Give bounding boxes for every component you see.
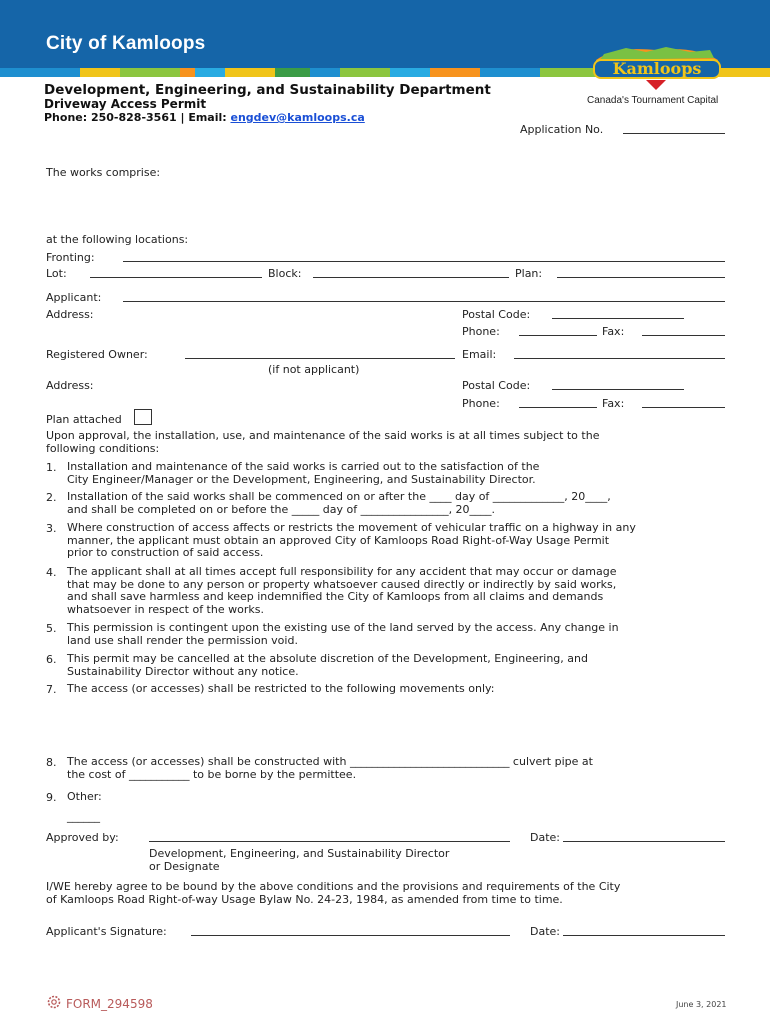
- phone-label: Phone:: [462, 325, 500, 338]
- fronting-label: Fronting:: [46, 251, 95, 264]
- kamloops-logo: [586, 46, 726, 92]
- svg-text:Kamloops: Kamloops: [612, 59, 702, 78]
- signature-date-label: Date:: [530, 925, 560, 938]
- email-label: Email:: [462, 348, 497, 361]
- owner-postal-code-input[interactable]: [552, 389, 684, 390]
- fax-label: Fax:: [602, 325, 625, 338]
- owner-fax-input[interactable]: [642, 407, 725, 408]
- tagline: Canada's Tournament Capital: [587, 95, 719, 106]
- postal-code-input[interactable]: [552, 318, 684, 319]
- block-label: Block:: [268, 267, 302, 280]
- plan-label: Plan:: [515, 267, 543, 280]
- phone-input[interactable]: [519, 335, 597, 336]
- signature-label: Applicant's Signature:: [46, 925, 167, 938]
- postal-code-label: Postal Code:: [462, 308, 531, 321]
- applicant-label: Applicant:: [46, 291, 102, 304]
- lot-input[interactable]: [90, 277, 262, 278]
- agreement-text: I/WE hereby agree to be bound by the above conditions and the provisions and requirements of the City of Kamloops Road Right-of-way Usage Bylaw No. 24-23, 1984, as amended from time to time.: [46, 880, 621, 906]
- approved-date-label: Date:: [530, 831, 560, 844]
- block-input[interactable]: [313, 277, 509, 278]
- application-no-input[interactable]: [623, 133, 725, 134]
- signature-input[interactable]: [191, 935, 510, 936]
- signature-date-input[interactable]: [563, 935, 725, 936]
- owner-address-label: Address:: [46, 379, 94, 392]
- plan-input[interactable]: [557, 277, 725, 278]
- email-link[interactable]: engdev@kamloops.ca: [230, 111, 365, 124]
- if-not-applicant-note: (if not applicant): [268, 363, 360, 376]
- registered-owner-input[interactable]: [185, 358, 455, 359]
- locations-label: at the following locations:: [46, 233, 189, 246]
- registered-owner-label: Registered Owner:: [46, 348, 148, 361]
- works-label: The works comprise:: [46, 166, 161, 179]
- address-label: Address:: [46, 308, 94, 321]
- fronting-input[interactable]: [123, 261, 725, 262]
- plan-attached-label: Plan attached: [46, 413, 122, 426]
- contact-line: [44, 111, 365, 124]
- owner-phone-input[interactable]: [519, 407, 597, 408]
- fax-input[interactable]: [642, 335, 725, 336]
- email-input[interactable]: [514, 358, 725, 359]
- gear-icon: [46, 994, 62, 1010]
- phone-label: Phone: 250-828-3561 | Email:: [44, 111, 231, 124]
- director-caption: Development, Engineering, and Sustainability Director or Designate: [149, 847, 450, 873]
- approved-by-label: Approved by:: [46, 831, 119, 844]
- lot-label: Lot:: [46, 267, 67, 280]
- plan-attached-checkbox[interactable]: [134, 409, 152, 425]
- owner-phone-label: Phone:: [462, 397, 500, 410]
- approved-by-input[interactable]: [149, 841, 510, 842]
- department-title: Development, Engineering, and Sustainability Department: [44, 82, 491, 98]
- permit-title: Driveway Access Permit: [44, 97, 207, 111]
- other-input[interactable]: ______: [67, 810, 100, 823]
- applicant-input[interactable]: [123, 301, 725, 302]
- approved-date-input[interactable]: [563, 841, 725, 842]
- owner-fax-label: Fax:: [602, 397, 625, 410]
- application-no-label: Application No.: [520, 123, 604, 136]
- conditions-intro: Upon approval, the installation, use, and maintenance of the said works is at all times subject to the following conditions:: [46, 429, 600, 455]
- revision-date: June 3, 2021: [676, 1000, 727, 1009]
- form-id: FORM_294598: [66, 997, 153, 1011]
- owner-postal-code-label: Postal Code:: [462, 379, 531, 392]
- city-title: City of Kamloops: [46, 33, 206, 54]
